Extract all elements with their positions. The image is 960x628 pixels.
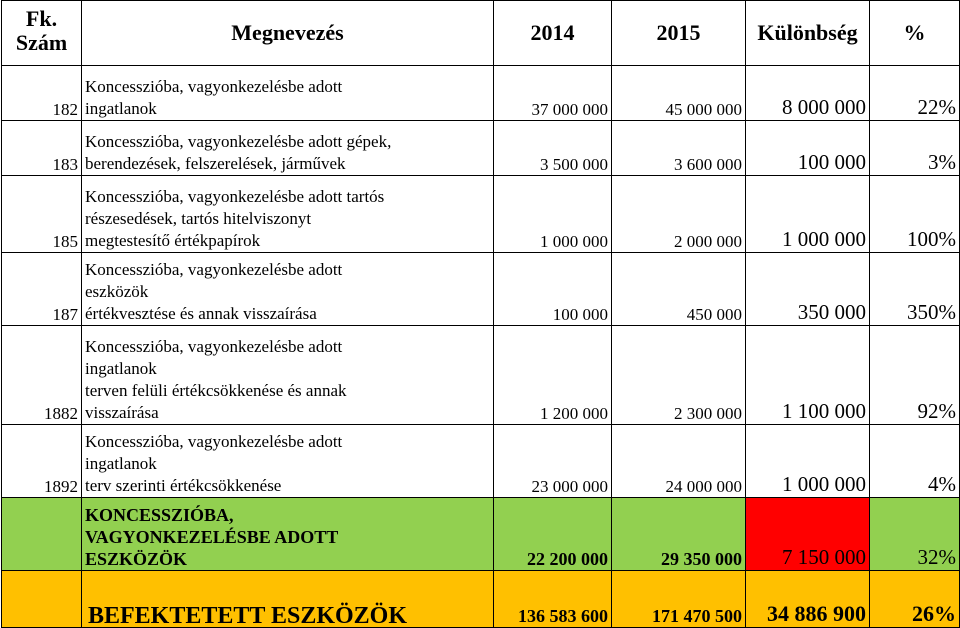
row-2015: 3 600 000 (612, 121, 746, 176)
row-fk: 182 (2, 66, 82, 121)
row-name-line: Koncesszióba, vagyonkezelésbe adott (85, 432, 343, 451)
row-fk: 183 (2, 121, 82, 176)
header-row (2, 1, 960, 66)
comparison-table (1, 0, 960, 628)
header-fk-line-2: Szám (15, 30, 68, 55)
row-name-line: Koncesszióba, vagyonkezelésbe adott (85, 337, 343, 356)
row-name (82, 176, 494, 253)
summary-difference: 7 150 000 (746, 498, 870, 571)
summary-percent: 32% (870, 498, 960, 571)
row-percent: 92% (870, 326, 960, 425)
row-name-line: Koncesszióba, vagyonkezelésbe adott gépek, (85, 132, 392, 151)
row-percent: 4% (870, 425, 960, 498)
row-2015: 24 000 000 (612, 425, 746, 498)
table-row (2, 121, 960, 176)
row-2014: 37 000 000 (494, 66, 612, 121)
row-2014: 23 000 000 (494, 425, 612, 498)
row-fk: 187 (2, 253, 82, 326)
row-fk: 185 (2, 176, 82, 253)
row-name (82, 326, 494, 425)
row-fk: 1892 (2, 425, 82, 498)
summary-name-line: ESZKÖZÖK (85, 549, 188, 569)
row-difference: 1 100 000 (746, 326, 870, 425)
row-difference: 100 000 (746, 121, 870, 176)
row-2015: 45 000 000 (612, 66, 746, 121)
table-row (2, 66, 960, 121)
row-2015: 2 300 000 (612, 326, 746, 425)
row-name-line: terven felüli értékcsökkenése és annak (85, 381, 347, 400)
header-name: Megnevezés (82, 1, 494, 66)
row-name-line: Koncesszióba, vagyonkezelésbe adott (85, 77, 343, 96)
table-row (2, 425, 960, 498)
header-2015: 2015 (612, 1, 746, 66)
row-difference: 350 000 (746, 253, 870, 326)
row-difference: 1 000 000 (746, 176, 870, 253)
row-name-line: berendezések, felszerelések, járművek (85, 154, 346, 173)
row-name-line: eszközök (85, 282, 149, 301)
total-fk (2, 571, 82, 628)
table-row (2, 253, 960, 326)
row-percent: 3% (870, 121, 960, 176)
summary-2015: 29 350 000 (612, 498, 746, 571)
row-name (82, 253, 494, 326)
total-2014: 136 583 600 (494, 571, 612, 628)
row-name-line: terv szerinti értékcsökkenése (85, 476, 282, 495)
total-2015: 171 470 500 (612, 571, 746, 628)
row-percent: 100% (870, 176, 960, 253)
row-name-line: ingatlanok (85, 454, 157, 473)
row-difference: 8 000 000 (746, 66, 870, 121)
row-difference: 1 000 000 (746, 425, 870, 498)
summary-fk (2, 498, 82, 571)
header-percent: % (870, 1, 960, 66)
row-percent: 22% (870, 66, 960, 121)
table-row (2, 326, 960, 425)
row-name-line: visszaírása (85, 403, 159, 422)
summary-name-line: VAGYONKEZELÉSBE ADOTT (85, 527, 339, 547)
total-percent: 26% (870, 571, 960, 628)
total-row (2, 571, 960, 628)
row-2015: 450 000 (612, 253, 746, 326)
row-2015: 2 000 000 (612, 176, 746, 253)
summary-name-line: KONCESSZIÓBA, (85, 505, 234, 525)
summary-row (2, 498, 960, 571)
summary-2014: 22 200 000 (494, 498, 612, 571)
row-percent: 350% (870, 253, 960, 326)
header-2014: 2014 (494, 1, 612, 66)
row-name-line: Koncesszióba, vagyonkezelésbe adott tartós (85, 187, 385, 206)
row-name-line: ingatlanok (85, 359, 157, 378)
row-name-line: Koncesszióba, vagyonkezelésbe adott (85, 260, 343, 279)
row-name (82, 425, 494, 498)
row-fk: 1882 (2, 326, 82, 425)
row-name-line: ingatlanok (85, 99, 157, 118)
total-name: BEFEKTETETT ESZKÖZÖK (82, 571, 494, 628)
header-fk-line-1: Fk. (25, 6, 58, 31)
row-2014: 1 000 000 (494, 176, 612, 253)
row-name (82, 121, 494, 176)
total-difference: 34 886 900 (746, 571, 870, 628)
row-2014: 3 500 000 (494, 121, 612, 176)
row-2014: 1 200 000 (494, 326, 612, 425)
row-name-line: megtestesítő értékpapírok (85, 231, 261, 250)
header-fk (2, 1, 82, 66)
row-name (82, 66, 494, 121)
summary-name (82, 498, 494, 571)
header-difference: Különbség (746, 1, 870, 66)
row-2014: 100 000 (494, 253, 612, 326)
table-row (2, 176, 960, 253)
row-name-line: értékvesztése és annak visszaírása (85, 304, 317, 323)
row-name-line: részesedések, tartós hitelviszonyt (85, 209, 312, 228)
